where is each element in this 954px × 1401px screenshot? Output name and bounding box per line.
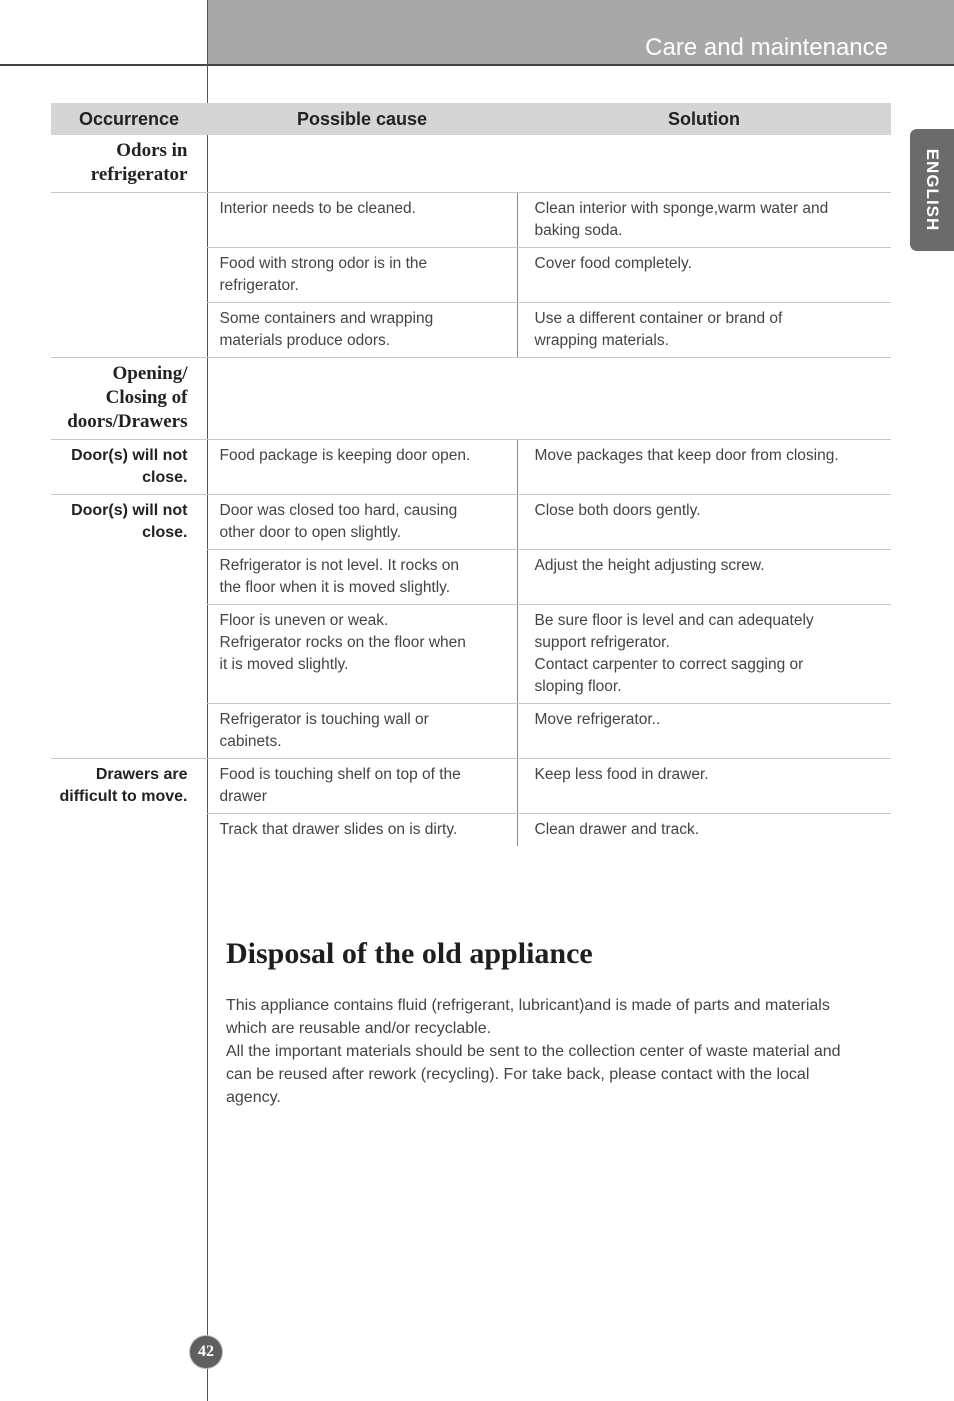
solution-cell: Use a different container or brand of wrapping materials. [517,303,891,358]
language-tab [910,129,954,251]
header-bar [208,0,954,64]
cause-cell: Refrigerator is touching wall or cabinets. [207,704,517,759]
cause-cell: Food is touching shelf on top of the drawer [207,759,517,814]
table-row [51,303,891,358]
solution-cell: Move refrigerator.. [517,704,891,759]
language-tab-label: ENGLISH [923,148,942,232]
cause-cell: Refrigerator is not level. It rocks on the floor when it is moved slightly. [207,550,517,605]
table-row [51,605,891,704]
solution-cell: Keep less food in drawer. [517,759,891,814]
header-rule [0,64,954,66]
solution-cell: Adjust the height adjusting screw. [517,550,891,605]
section-title: Care and maintenance [645,34,888,61]
cause-cell: Track that drawer slides on is dirty. [207,814,517,847]
header-solution: Solution [517,103,891,135]
group-heading-doors: Opening/ Closing of doors/Drawers [51,358,207,440]
cause-cell: Floor is uneven or weak. Refrigerator rocks on the floor when it is moved slightly. [207,605,517,704]
table-row [51,759,891,814]
troubleshooting-table [51,103,891,846]
solution-cell: Cover food completely. [517,248,891,303]
table-row [51,814,891,847]
cause-cell: Some containers and wrapping materials produce odors. [207,303,517,358]
table-row [51,704,891,759]
occurrence-cell: Door(s) will not close. [71,502,188,541]
table-row [51,495,891,550]
solution-cell: Be sure floor is level and can adequately support refrigerator. Contact carpenter to correct sagging or sloping floor. [517,605,891,704]
occurrence-cell: Door(s) will not close. [51,440,207,495]
group-heading-row [51,135,891,193]
solution-cell: Close both doors gently. [517,495,891,550]
disposal-title: Disposal of the old appliance [226,937,593,970]
table-row [51,550,891,605]
solution-cell: Clean interior with sponge,warm water and baking soda. [517,193,891,248]
cause-cell: Door was closed too hard, causing other door to open slightly. [207,495,517,550]
group-heading-odors: Odors in refrigerator [51,135,207,193]
header-occurrence: Occurrence [51,103,207,135]
solution-cell: Move packages that keep door from closing. [517,440,891,495]
cause-cell: Food with strong odor is in the refrigerator. [207,248,517,303]
cause-cell: Food package is keeping door open. [207,440,517,495]
disposal-body: This appliance contains fluid (refrigerant, lubricant)and is made of parts and materials which are reusable and/or recyclable. All the important materials should be sent to the collection center of waste material and can be reused after rework (recycling). For take back, please contact with the local agency. [226,997,841,1106]
group-heading-row [51,358,891,440]
header-possible-cause: Possible cause [207,103,517,135]
solution-cell: Clean drawer and track. [517,814,891,847]
table-row [51,193,891,248]
table-header-row [51,103,891,135]
table-row [51,248,891,303]
cause-cell: Interior needs to be cleaned. [207,193,517,248]
page-number: 42 [190,1336,222,1368]
occurrence-cell: Drawers are difficult to move. [59,766,188,805]
table-row [51,440,891,495]
